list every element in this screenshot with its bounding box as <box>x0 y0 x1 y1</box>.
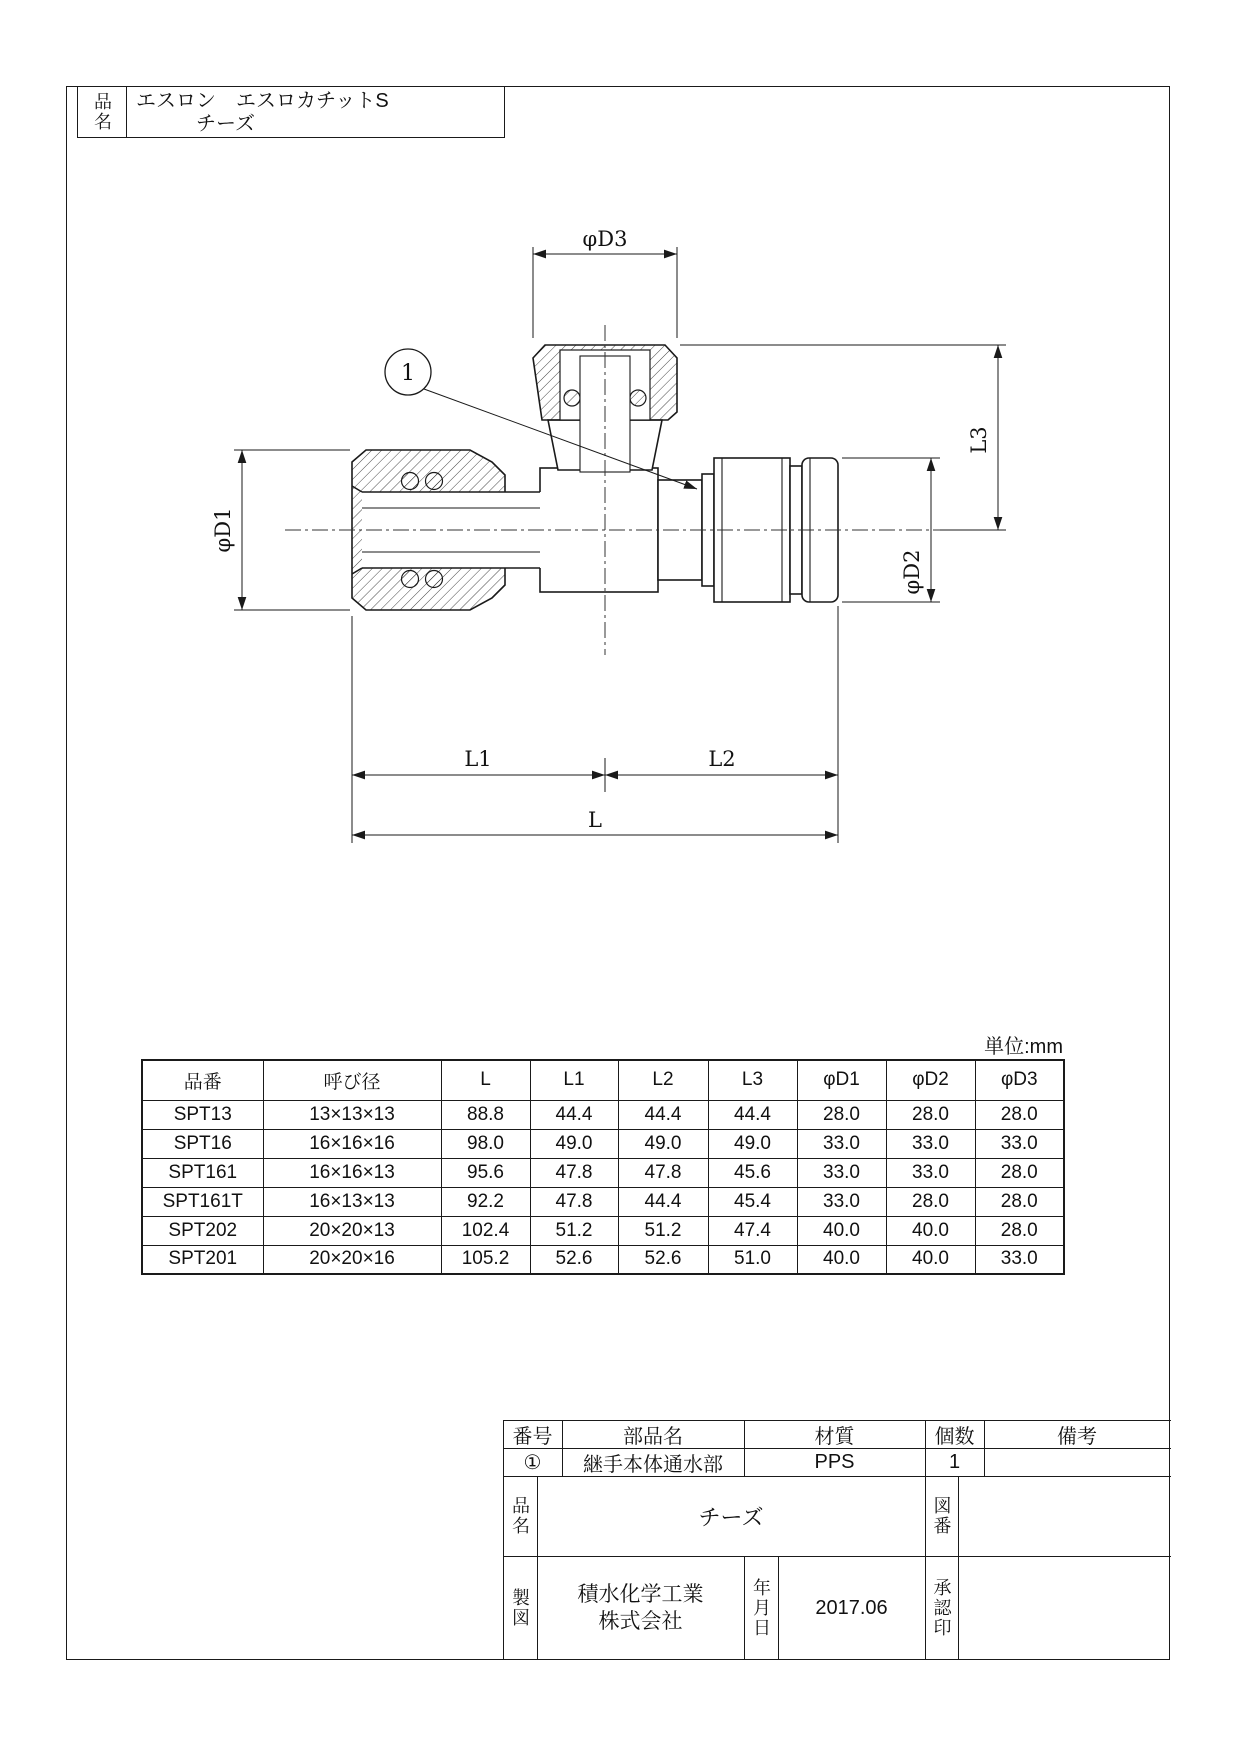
parts-col-qty: 個数 <box>934 1425 975 1448</box>
cell: 47.8 <box>618 1158 708 1187</box>
column-header: φD1 <box>797 1060 886 1100</box>
cell: 28.0 <box>975 1100 1064 1129</box>
seizu-label: 製図 <box>510 1588 530 1628</box>
cell: 44.4 <box>618 1100 708 1129</box>
parts-col-partname: 部品名 <box>623 1425 683 1448</box>
cell: 49.0 <box>618 1129 708 1158</box>
dim-label-l: L <box>588 808 602 832</box>
parts-row-remarks <box>984 1448 1170 1476</box>
table-row <box>142 1245 1064 1274</box>
parts-col-remarks: 備考 <box>1057 1425 1097 1448</box>
company-name <box>537 1556 744 1660</box>
cell: 44.4 <box>708 1100 797 1129</box>
cell: 51.2 <box>530 1216 618 1245</box>
approval-label: 承認印 <box>931 1578 952 1638</box>
column-header: L <box>441 1060 530 1100</box>
date-value: 2017.06 <box>815 1596 888 1619</box>
column-header: L1 <box>530 1060 618 1100</box>
product-name-box <box>77 86 505 138</box>
cell: 28.0 <box>975 1158 1064 1187</box>
cell: SPT202 <box>142 1216 263 1245</box>
dimension-table <box>141 1059 1065 1275</box>
cell: 40.0 <box>797 1245 886 1274</box>
cell: 47.8 <box>530 1187 618 1216</box>
cell: SPT201 <box>142 1245 263 1274</box>
cell: 44.4 <box>530 1100 618 1129</box>
cell: 28.0 <box>886 1100 975 1129</box>
cell: 47.4 <box>708 1216 797 1245</box>
cell: 95.6 <box>441 1158 530 1187</box>
cell: 28.0 <box>886 1187 975 1216</box>
table-row <box>142 1187 1064 1216</box>
cell: 47.8 <box>530 1158 618 1187</box>
cell: 45.4 <box>708 1187 797 1216</box>
dim-label-d3: φD3 <box>582 227 628 251</box>
cell: 92.2 <box>441 1187 530 1216</box>
cell: 28.0 <box>975 1187 1064 1216</box>
unit-label: 単位:mm <box>984 1036 1063 1058</box>
table-row <box>142 1216 1064 1245</box>
column-header: L2 <box>618 1060 708 1100</box>
cell: 105.2 <box>441 1245 530 1274</box>
parts-col-material: 材質 <box>814 1425 855 1448</box>
cell: SPT16 <box>142 1129 263 1158</box>
table-row <box>142 1129 1064 1158</box>
parts-row-partname: 継手本体通水部 <box>583 1453 723 1476</box>
name-value: チーズ <box>698 1504 764 1530</box>
cell: 51.0 <box>708 1245 797 1274</box>
cell: 40.0 <box>797 1216 886 1245</box>
table-row <box>142 1100 1064 1129</box>
parts-row-material: PPS <box>814 1450 855 1473</box>
column-header: φD2 <box>886 1060 975 1100</box>
cell: 33.0 <box>797 1187 886 1216</box>
cell: 98.0 <box>441 1129 530 1158</box>
company-line2: 株式会社 <box>598 1610 683 1633</box>
column-header: 品番 <box>142 1060 263 1100</box>
cell: 44.4 <box>618 1187 708 1216</box>
cell: 49.0 <box>530 1129 618 1158</box>
parts-row-number: ① <box>523 1451 542 1474</box>
cell: 20×20×13 <box>263 1216 441 1245</box>
dim-label-l2: L2 <box>708 747 736 771</box>
cell: 40.0 <box>886 1245 975 1274</box>
technical-drawing <box>66 138 1172 1038</box>
product-name-line2: チーズ <box>196 113 255 135</box>
cell: 33.0 <box>886 1129 975 1158</box>
column-header: 呼び径 <box>263 1060 441 1100</box>
cell: 16×16×16 <box>263 1129 441 1158</box>
cell: SPT161T <box>142 1187 263 1216</box>
cell: 45.6 <box>708 1158 797 1187</box>
parts-col-number: 番号 <box>512 1425 553 1448</box>
column-header: L3 <box>708 1060 797 1100</box>
table-header-row <box>142 1060 1064 1100</box>
name-label: 品名 <box>510 1496 530 1536</box>
parts-row-qty: 1 <box>948 1450 961 1473</box>
cell: 33.0 <box>797 1158 886 1187</box>
balloon-number: 1 <box>401 361 415 386</box>
cell: 52.6 <box>618 1245 708 1274</box>
cell: 13×13×13 <box>263 1100 441 1129</box>
table-body <box>142 1100 1064 1274</box>
dim-label-d2: φD2 <box>900 549 924 595</box>
cell: 16×16×13 <box>263 1158 441 1187</box>
cell: 33.0 <box>975 1245 1064 1274</box>
cell: 49.0 <box>708 1129 797 1158</box>
company-line1: 積水化学工業 <box>577 1583 704 1606</box>
cell: 20×20×16 <box>263 1245 441 1274</box>
product-name-line1: エスロン エスロカチットS <box>136 90 389 112</box>
cell: 52.6 <box>530 1245 618 1274</box>
cell: 102.4 <box>441 1216 530 1245</box>
cell: 28.0 <box>975 1216 1064 1245</box>
cell: 28.0 <box>797 1100 886 1129</box>
product-name-content <box>127 87 504 137</box>
cell: SPT13 <box>142 1100 263 1129</box>
dim-label-l3: L3 <box>967 426 991 454</box>
cell: 88.8 <box>441 1100 530 1129</box>
column-header: φD3 <box>975 1060 1064 1100</box>
zuban-label: 図番 <box>931 1496 952 1536</box>
cell: 33.0 <box>886 1158 975 1187</box>
table-row <box>142 1158 1064 1187</box>
cell: 40.0 <box>886 1216 975 1245</box>
product-name-label: 品名 <box>78 87 127 137</box>
cell: 33.0 <box>975 1129 1064 1158</box>
cell: SPT161 <box>142 1158 263 1187</box>
dim-label-l1: L1 <box>464 747 492 771</box>
dim-label-d1: φD1 <box>211 507 235 553</box>
date-label: 年月日 <box>751 1578 771 1638</box>
cell: 16×13×13 <box>263 1187 441 1216</box>
cell: 33.0 <box>797 1129 886 1158</box>
cell: 51.2 <box>618 1216 708 1245</box>
